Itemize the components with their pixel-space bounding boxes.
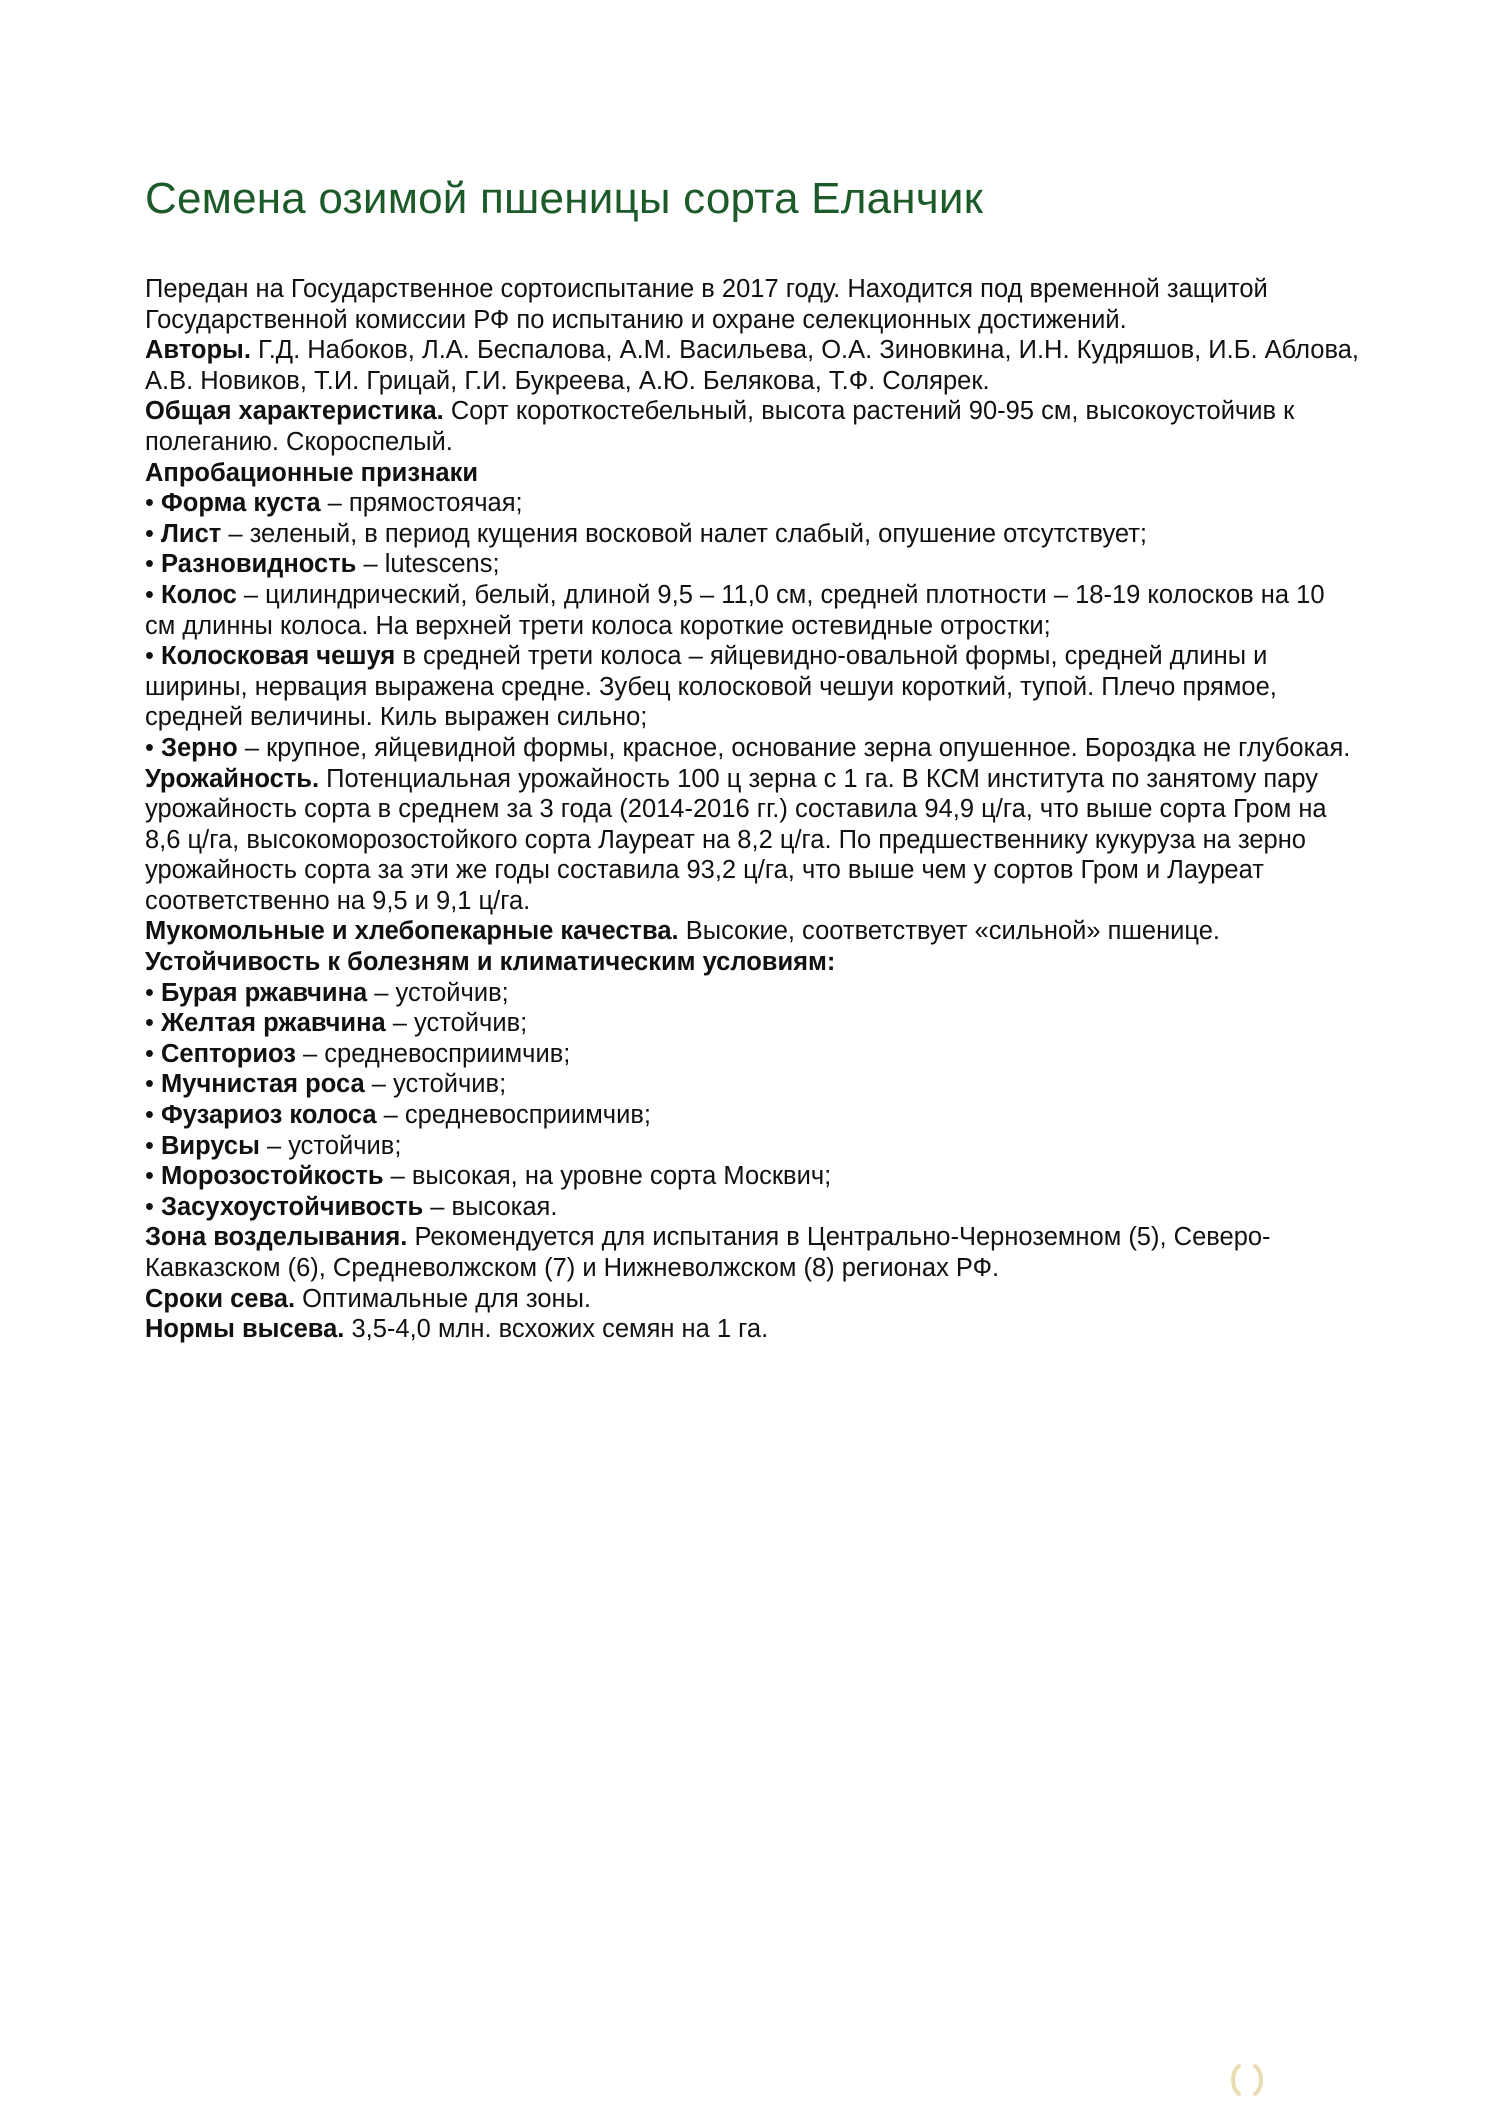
list-item: • Желтая ржавчина – устойчив; bbox=[145, 1009, 528, 1038]
general-text: Сорт короткостебельный, высота растений 90-95 см, высокоустойчив к полеганию. Скороспелый. bbox=[145, 397, 1295, 456]
zone-paragraph bbox=[145, 1222, 1360, 1283]
general-paragraph bbox=[145, 396, 1360, 457]
yield-paragraph bbox=[145, 764, 1360, 917]
list-item: • Морозостойкость – высокая, на уровне сорта Москвич; bbox=[145, 1162, 832, 1191]
zone-label: Зона возделывания. bbox=[145, 1223, 408, 1252]
seeding-rate-label: Нормы высева. bbox=[145, 1315, 345, 1344]
page-ornament-icon bbox=[1225, 2060, 1269, 2100]
seeding-rate-text: 3,5-4,0 млн. всхожих семян на 1 га. bbox=[344, 1315, 769, 1344]
authors-paragraph bbox=[145, 335, 1360, 396]
list-item: • Мучнистая роса – устойчив; bbox=[145, 1070, 507, 1099]
quality-paragraph bbox=[145, 916, 1360, 947]
document-body bbox=[145, 274, 1360, 1345]
approbation-heading: Апробационные признаки bbox=[145, 458, 479, 487]
sowing-time-text: Оптимальные для зоны. bbox=[295, 1284, 592, 1313]
list-item: • Колос – цилиндрический, белый, длиной 9,5 – 11,0 см, средней плотности – 18-19 колосков на 10 см длинны колоса. На верхней трети колоса короткие остевидные отростки; bbox=[145, 580, 1325, 640]
sowing-time-label: Сроки сева. bbox=[145, 1284, 296, 1313]
authors-text: Г.Д. Набоков, Л.А. Беспалова, А.М. Васильева, О.А. Зиновкина, И.Н. Кудряшов, И.Б. Аблова, А.В. Новиков, Т.И. Грицай, Г.И. Букреева, А.Ю. Белякова, Т.Ф. Солярек. bbox=[145, 336, 1359, 395]
list-item: • Засухоустойчивость – высокая. bbox=[145, 1192, 558, 1221]
quality-label: Мукомольные и хлебопекарные качества. bbox=[145, 917, 679, 946]
list-item: • Форма куста – прямостоячая; bbox=[145, 489, 523, 518]
list-item: • Фузариоз колоса – средневосприимчив; bbox=[145, 1101, 651, 1130]
zone-text: Рекомендуется для испытания в Центрально-Черноземном (5), Северо-Кавказском (6), Средневолжском (7) и Нижневолжском (8) регионах РФ. bbox=[145, 1223, 1271, 1282]
list-item: • Септориоз – средневосприимчив; bbox=[145, 1039, 571, 1068]
page-title: Семена озимой пшеницы сорта Еланчик bbox=[145, 174, 984, 223]
general-label: Общая характеристика. bbox=[145, 397, 444, 426]
quality-text: Высокие, соответствует «сильной» пшенице. bbox=[678, 917, 1221, 946]
list-item: • Зерно – крупное, яйцевидной формы, красное, основание зерна опушенное. Бороздка не глубокая. bbox=[145, 733, 1351, 762]
seeding-rate-paragraph bbox=[145, 1314, 1360, 1345]
list-item: • Вирусы – устойчив; bbox=[145, 1131, 402, 1160]
sowing-time-paragraph bbox=[145, 1284, 1360, 1315]
yield-text: Потенциальная урожайность 100 ц зерна с 1 га. В КСМ института по занятому пару урожайность сорта в среднем за 3 года (2014-2016 гг.) составила 94,9 ц/га, что выше сорта Гром на 8,6 ц/га, высокоморозостойкого сорта Лауреат на 8,2 ц/га. По предшественнику кукуруза на зерно урожайность сорта за эти же годы составила 93,2 ц/га, что выше чем у сортов Гром и Лауреат соответственно на 9,5 и 9,1 ц/га. bbox=[145, 764, 1327, 915]
document-page bbox=[145, 170, 1360, 1345]
yield-label: Урожайность. bbox=[145, 764, 320, 793]
list-item: • Бурая ржавчина – устойчив; bbox=[145, 978, 509, 1007]
resistance-heading: Устойчивость к болезням и климатическим условиям: bbox=[145, 948, 836, 977]
list-item: • Разновидность – lutescens; bbox=[145, 550, 500, 579]
intro-paragraph: Передан на Государственное сортоиспытание в 2017 году. Находится под временной защитой Государственной комиссии РФ по испытанию и охране селекционных достижений. bbox=[145, 275, 1268, 334]
list-item: • Колосковая чешуя в средней трети колоса – яйцевидно-овальной формы, средней длины и ширины, нервация выражена средне. Зубец колосковой чешуи короткий, тупой. Плечо прямое, средней величины. Киль выражен сильно; bbox=[145, 642, 1277, 732]
list-item: • Лист – зеленый, в период кущения восковой налет слабый, опушение отсутствует; bbox=[145, 519, 1148, 548]
authors-label: Авторы. bbox=[145, 336, 251, 365]
